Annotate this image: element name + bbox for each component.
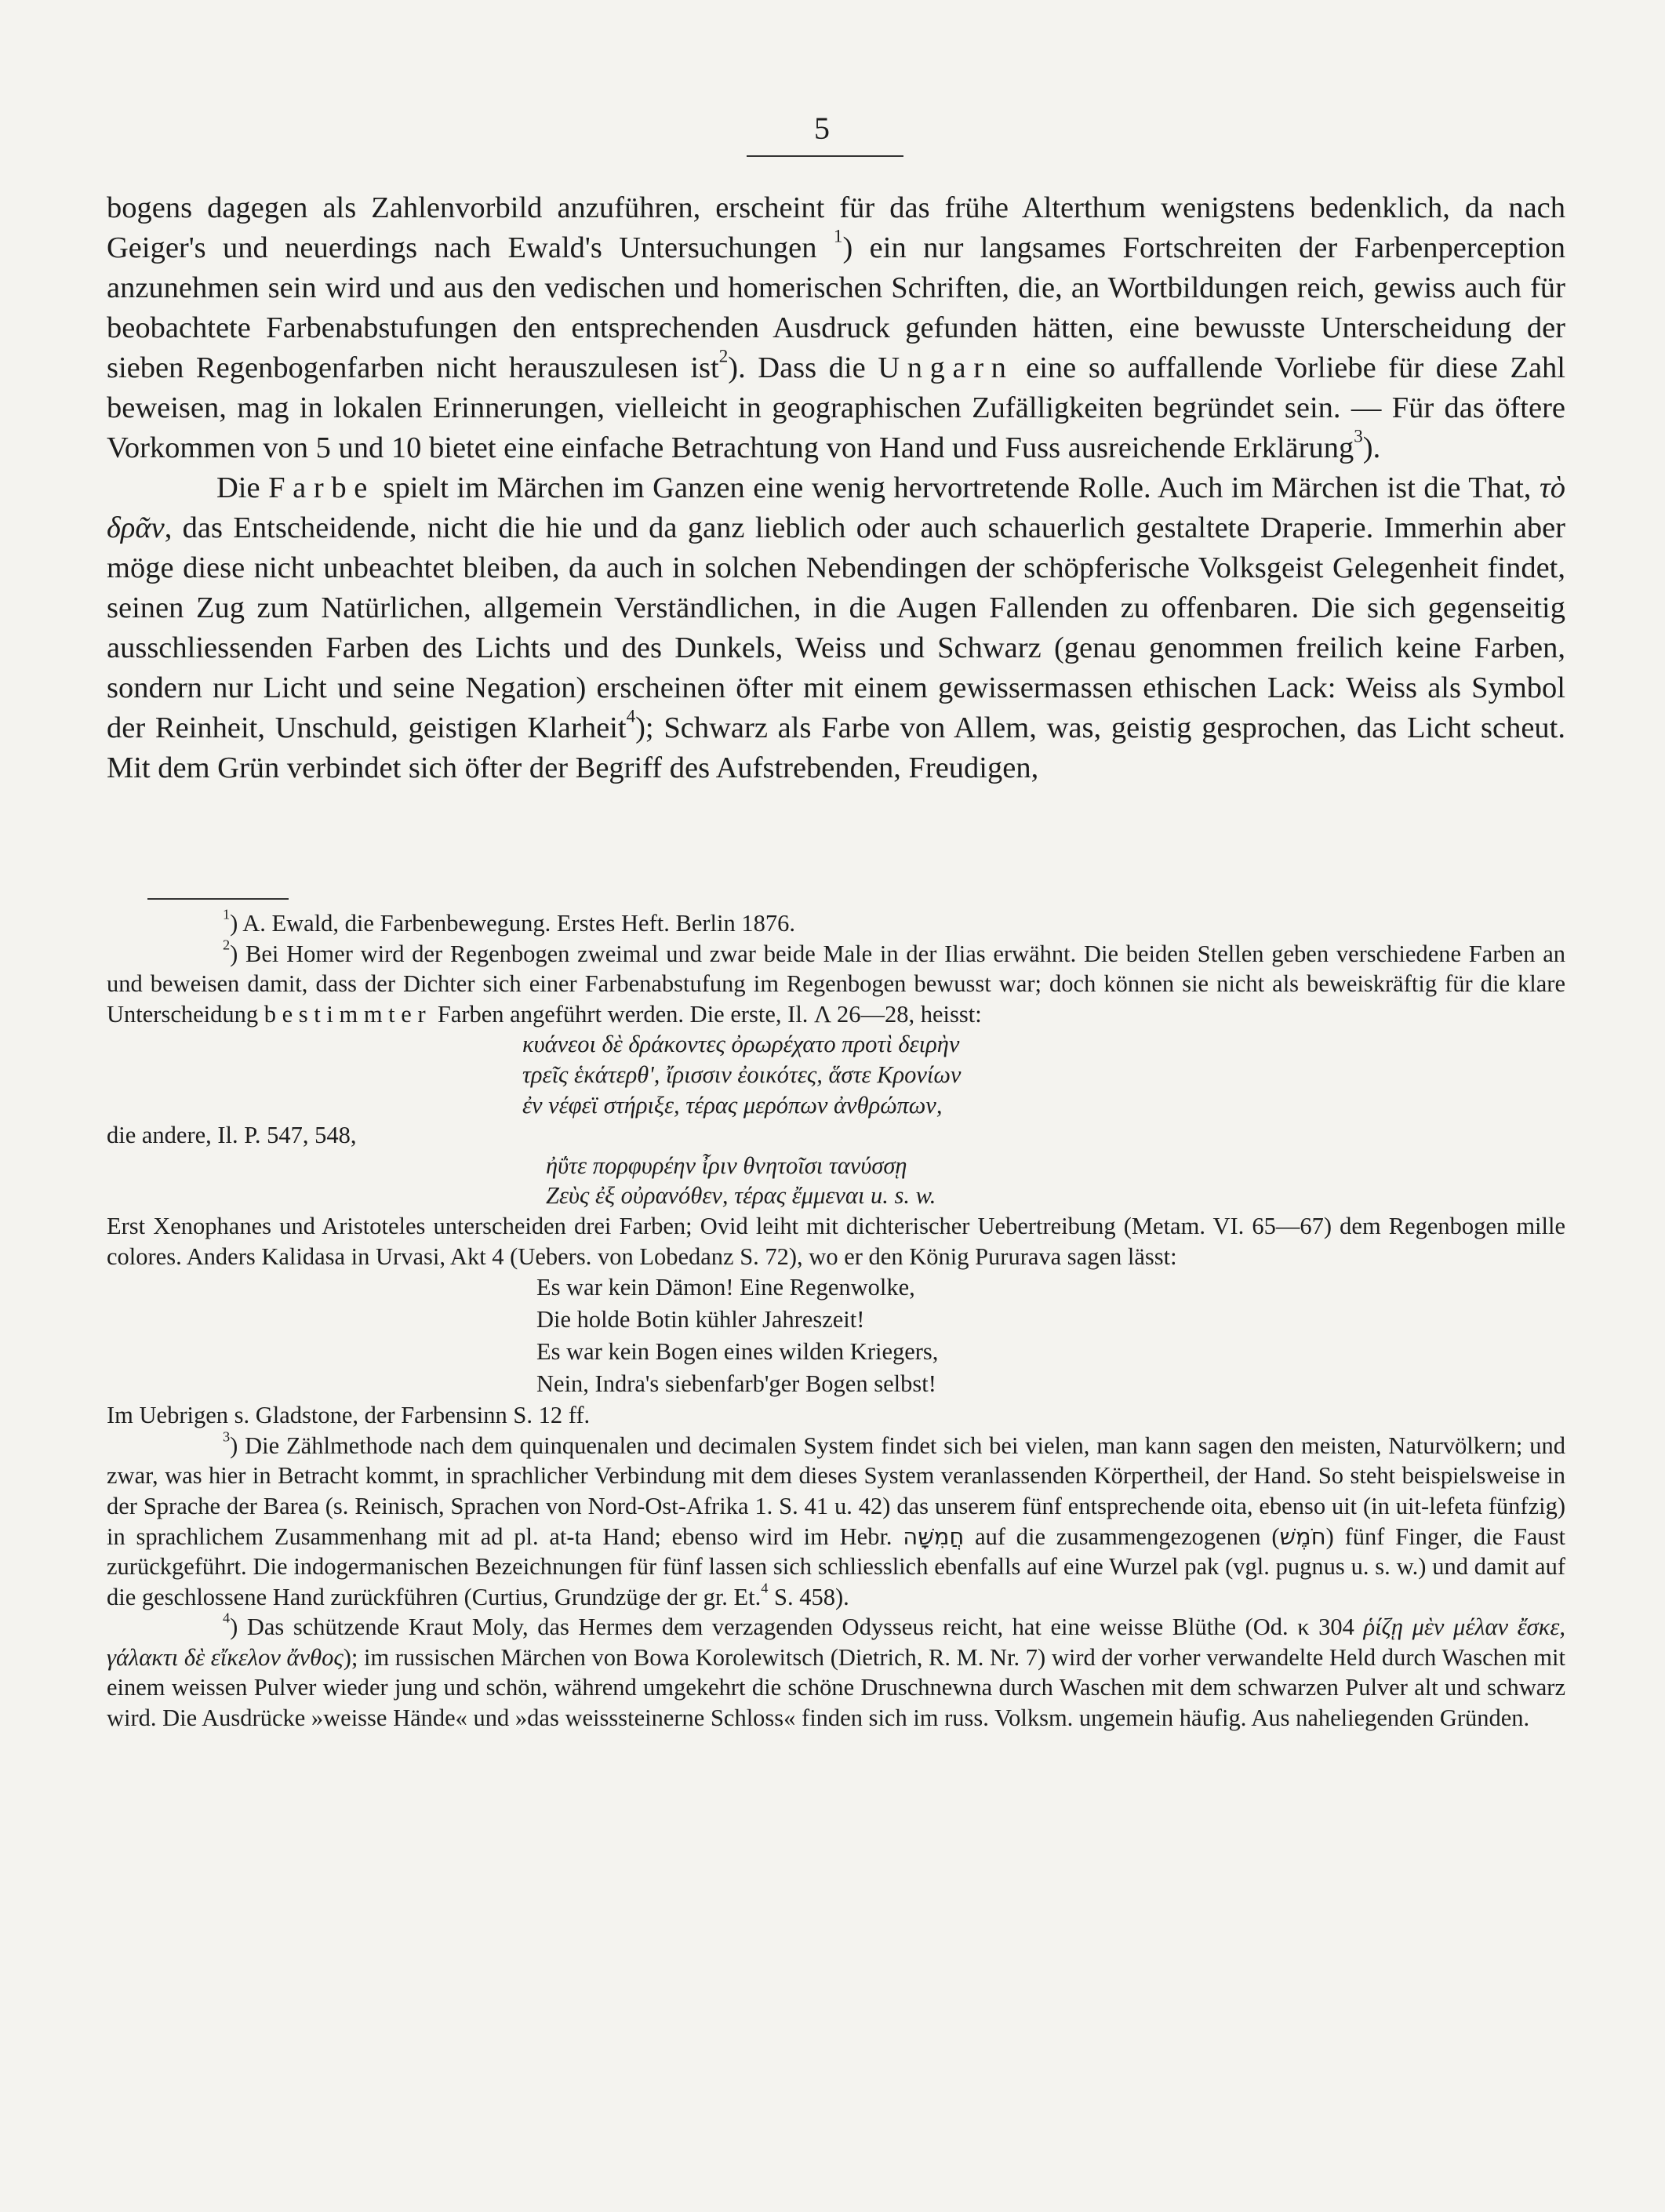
spaced-word: Farbe: [268, 471, 375, 504]
main-text: [107, 188, 1565, 788]
verse-line: Ζεὺς ἐξ οὐρανόθεν, τέρας ἔμμεναι u. s. w.: [546, 1182, 936, 1210]
footnote-ref: 3: [1354, 425, 1363, 446]
text-run: ); Schwarz als Farbe von Allem, was, geistig gesprochen, das Licht scheut. Mit dem Grün verbindet sich öfter der Begriff des Aufstrebenden, Freudigen,: [107, 711, 1565, 784]
footnote-2-closing: Im Uebrigen s. Gladstone, der Farbensinn S. 12 ff.: [107, 1402, 591, 1429]
footnotes: [107, 908, 1565, 1734]
footnote-1: $^1$) A. Ewald, die Farbenbewegung. Erstes Heft. Berlin 1876.: [223, 906, 795, 937]
poem-line: Nein, Indra's siebenfarb'ger Bogen selbst!: [536, 1370, 936, 1398]
greek-phrase: τὸ δρᾶν: [107, 471, 1565, 544]
greek-verse-iliad-lambda: [107, 1029, 1565, 1120]
spaced-word: Ungarn: [878, 351, 1014, 384]
verse-line: ἐν νέφεϊ στήριξε, τέρας μερόπων ἀνθρώπων,: [522, 1091, 943, 1119]
greek-verse-iliad-rho: [107, 1151, 1565, 1211]
page-number: 5: [814, 111, 830, 146]
footnote-3: $^3$) Die Zählmethode nach dem quinquenalen und decimalen System findet sich bei vielen, man kann sagen den meisten, Naturvölkern; und zwar, was hier in Betracht kommt, in sprachlicher Verbindung mit dem dieses System veranlassenden Körpertheil, der Hand. So steht beispielsweise in der Sprache der Barea (s. Reinisch, Sprachen von Nord-Ost-Afrika 1. S. 41 u. 42) das unserem fünf entsprechende oita, ebenso uit (in uit-lefeta fünfzig) in sprachlichem Zusammenhang mit ad pl. at-ta Hand; ebenso wird im Hebr. חֲמִשָּׁה auf die zusammengezogenen (חֹמֶשׁ) fünf Finger, die Faust zurückgeführt. Die indogermanischen Bezeichnungen für fünf lassen sich schliesslich ebenfalls auf eine Wurzel pak (vgl. pugnus u. s. w.) und damit auf die geschlossene Hand zurückführen (Curtius, Grundzüge der gr. Et.$^4$ S. 458).: [107, 1428, 1566, 1610]
greek-quote: ῥίζῃ μὲν μέλαν ἔσκε, γάλακτι δὲ εἴκελον ἄνθος: [107, 1614, 1565, 1671]
kalidasa-poem: [107, 1272, 1565, 1400]
footnote-4: $^4$) Das schützende Kraut Moly, das Hermes dem verzagenden Odysseus reicht, hat eine weisse Blüthe (Od. κ 304 ῥίζῃ μὲν μέλαν ἔσκε, γάλακτι δὲ εἴκελον ἄνθος); im russischen Märchen von Bowa Korolewitsch (Dietrich, R. M. Nr. 7) wird der vorher verwandelte Held durch Waschen mit einem weissen Pulver wieder jung und schön, während umgekehrt die schöne Druschnewna durch Waschen mit dem schwarzen Pulver alt und schwarz wird. Die Ausdrücke »weisse Hände« und »das weisssteinerne Schloss« finden sich im russ. Volksm. ungemein häufig. Aus naheliegenden Gründen.: [107, 1610, 1565, 1732]
text-run: ). Dass die: [728, 351, 878, 384]
hebrew-word: חֹמֶשׁ: [1279, 1523, 1326, 1550]
second-quote-intro: die andere, Il. P. 547, 548,: [107, 1122, 357, 1149]
footnote-separator: [147, 898, 289, 900]
footnote-2-continued: Erst Xenophanes und Aristoteles unterscheiden drei Farben; Ovid leiht mit dichterischer Uebertreibung (Metam. VI. 65—67) dem Regenbogen mille colores. Anders Kalidasa in Urvasi, Akt 4 (Uebers. von Lobedanz S. 72), wo er den König Pururava sagen lässt:: [107, 1212, 1565, 1270]
footnote-ref: 1: [833, 225, 843, 246]
text-run: eine so auffallende Vorliebe für diese Zahl beweisen, mag in lokalen Erinnerungen, vielleicht in geographischen Zufälligkeiten begründet sein. — Für das öftere Vorkommen von 5 und 10 bietet eine einfache Betrachtung von Hand und Fuss ausreichende Erklärung: [107, 351, 1565, 464]
poem-line: Die holde Botin kühler Jahreszeit!: [536, 1306, 865, 1333]
verse-line: κυάνεοι δὲ δράκοντες ὀρωρέχατο προτὶ δειρὴν: [522, 1031, 960, 1058]
text-run: Die: [216, 471, 269, 504]
footnote-ref: 2: [718, 345, 729, 366]
paragraph-2: [107, 468, 1565, 788]
hebrew-word: חֲמִשָּׁה: [903, 1523, 965, 1550]
text-run: ).: [1362, 431, 1381, 464]
footnote-ref: 4: [626, 705, 636, 726]
paragraph-1: [107, 188, 1565, 468]
text-run: spielt im Märchen im Ganzen eine wenig hervortretende Rolle. Auch im Märchen ist die That,: [374, 471, 1540, 504]
verse-line: ἠΰτε πορφυρέην ἶριν θνητοῖσι τανύσσῃ: [546, 1151, 907, 1179]
spaced-word: bestimmter: [264, 1000, 432, 1028]
text-run: ) ein nur langsames Fortschreiten der Farbenperception anzunehmen sein wird und aus den vedischen und homerischen Schriften, die, an Wortbildungen reich, gewiss auch für beobachtete Farbenabstufungen den entsprechenden Ausdruck gefunden hätten, eine bewusste Unterscheidung der sieben Regenbogenfarben nicht herauszulesen ist: [107, 231, 1565, 384]
page-number-rule: [747, 155, 903, 157]
poem-line: Es war kein Dämon! Eine Regenwolke,: [536, 1274, 915, 1301]
verse-line: τρεῖς ἑκάτερθ', ἴρισσιν ἐοικότες, ἅστε Κρονίων: [522, 1061, 962, 1088]
text-run: , das Entscheidende, nicht die hie und da ganz lieblich oder auch schauerlich gestaltete Draperie. Immerhin aber möge diese nicht unbeachtet bleiben, da auch in solchen Nebendingen der schöpferische Volksgeist Gelegenheit findet, seinen Zug zum Natürlichen, allgemein Verständlichen, in die Augen Fallenden zu offenbaren. Die sich gegenseitig ausschliessenden Farben des Lichts und des Dunkels, Weiss und Schwarz (genau genommen freilich keine Farben, sondern nur Licht und seine Negation) erscheinen öfter mit einem gewissermassen ethischen Lack: Weiss als Symbol der Reinheit, Unschuld, geistigen Klarheit: [107, 511, 1565, 744]
poem-line: Es war kein Bogen eines wilden Kriegers,: [536, 1338, 939, 1366]
text-run: bogens dagegen als Zahlenvorbild anzuführen, erscheint für das frühe Alterthum wenigstens bedenklich, da nach Geiger's und neuerdings nach Ewald's Untersuchungen: [107, 191, 1565, 264]
footnote-2: $^2$) Bei Homer wird der Regenbogen zweimal und zwar beide Male in der Ilias erwähnt. Die beiden Stellen geben verschiedene Farben an und beweisen damit, dass der Dichter sich einer Farbenabstufung im Regenbogen bewusst war; doch können sie nicht als beweiskräftig für die klare Unterscheidung bestimmter Farben angeführt werden. Die erste, Il. Λ 26—28, heisst:: [107, 937, 1565, 1028]
